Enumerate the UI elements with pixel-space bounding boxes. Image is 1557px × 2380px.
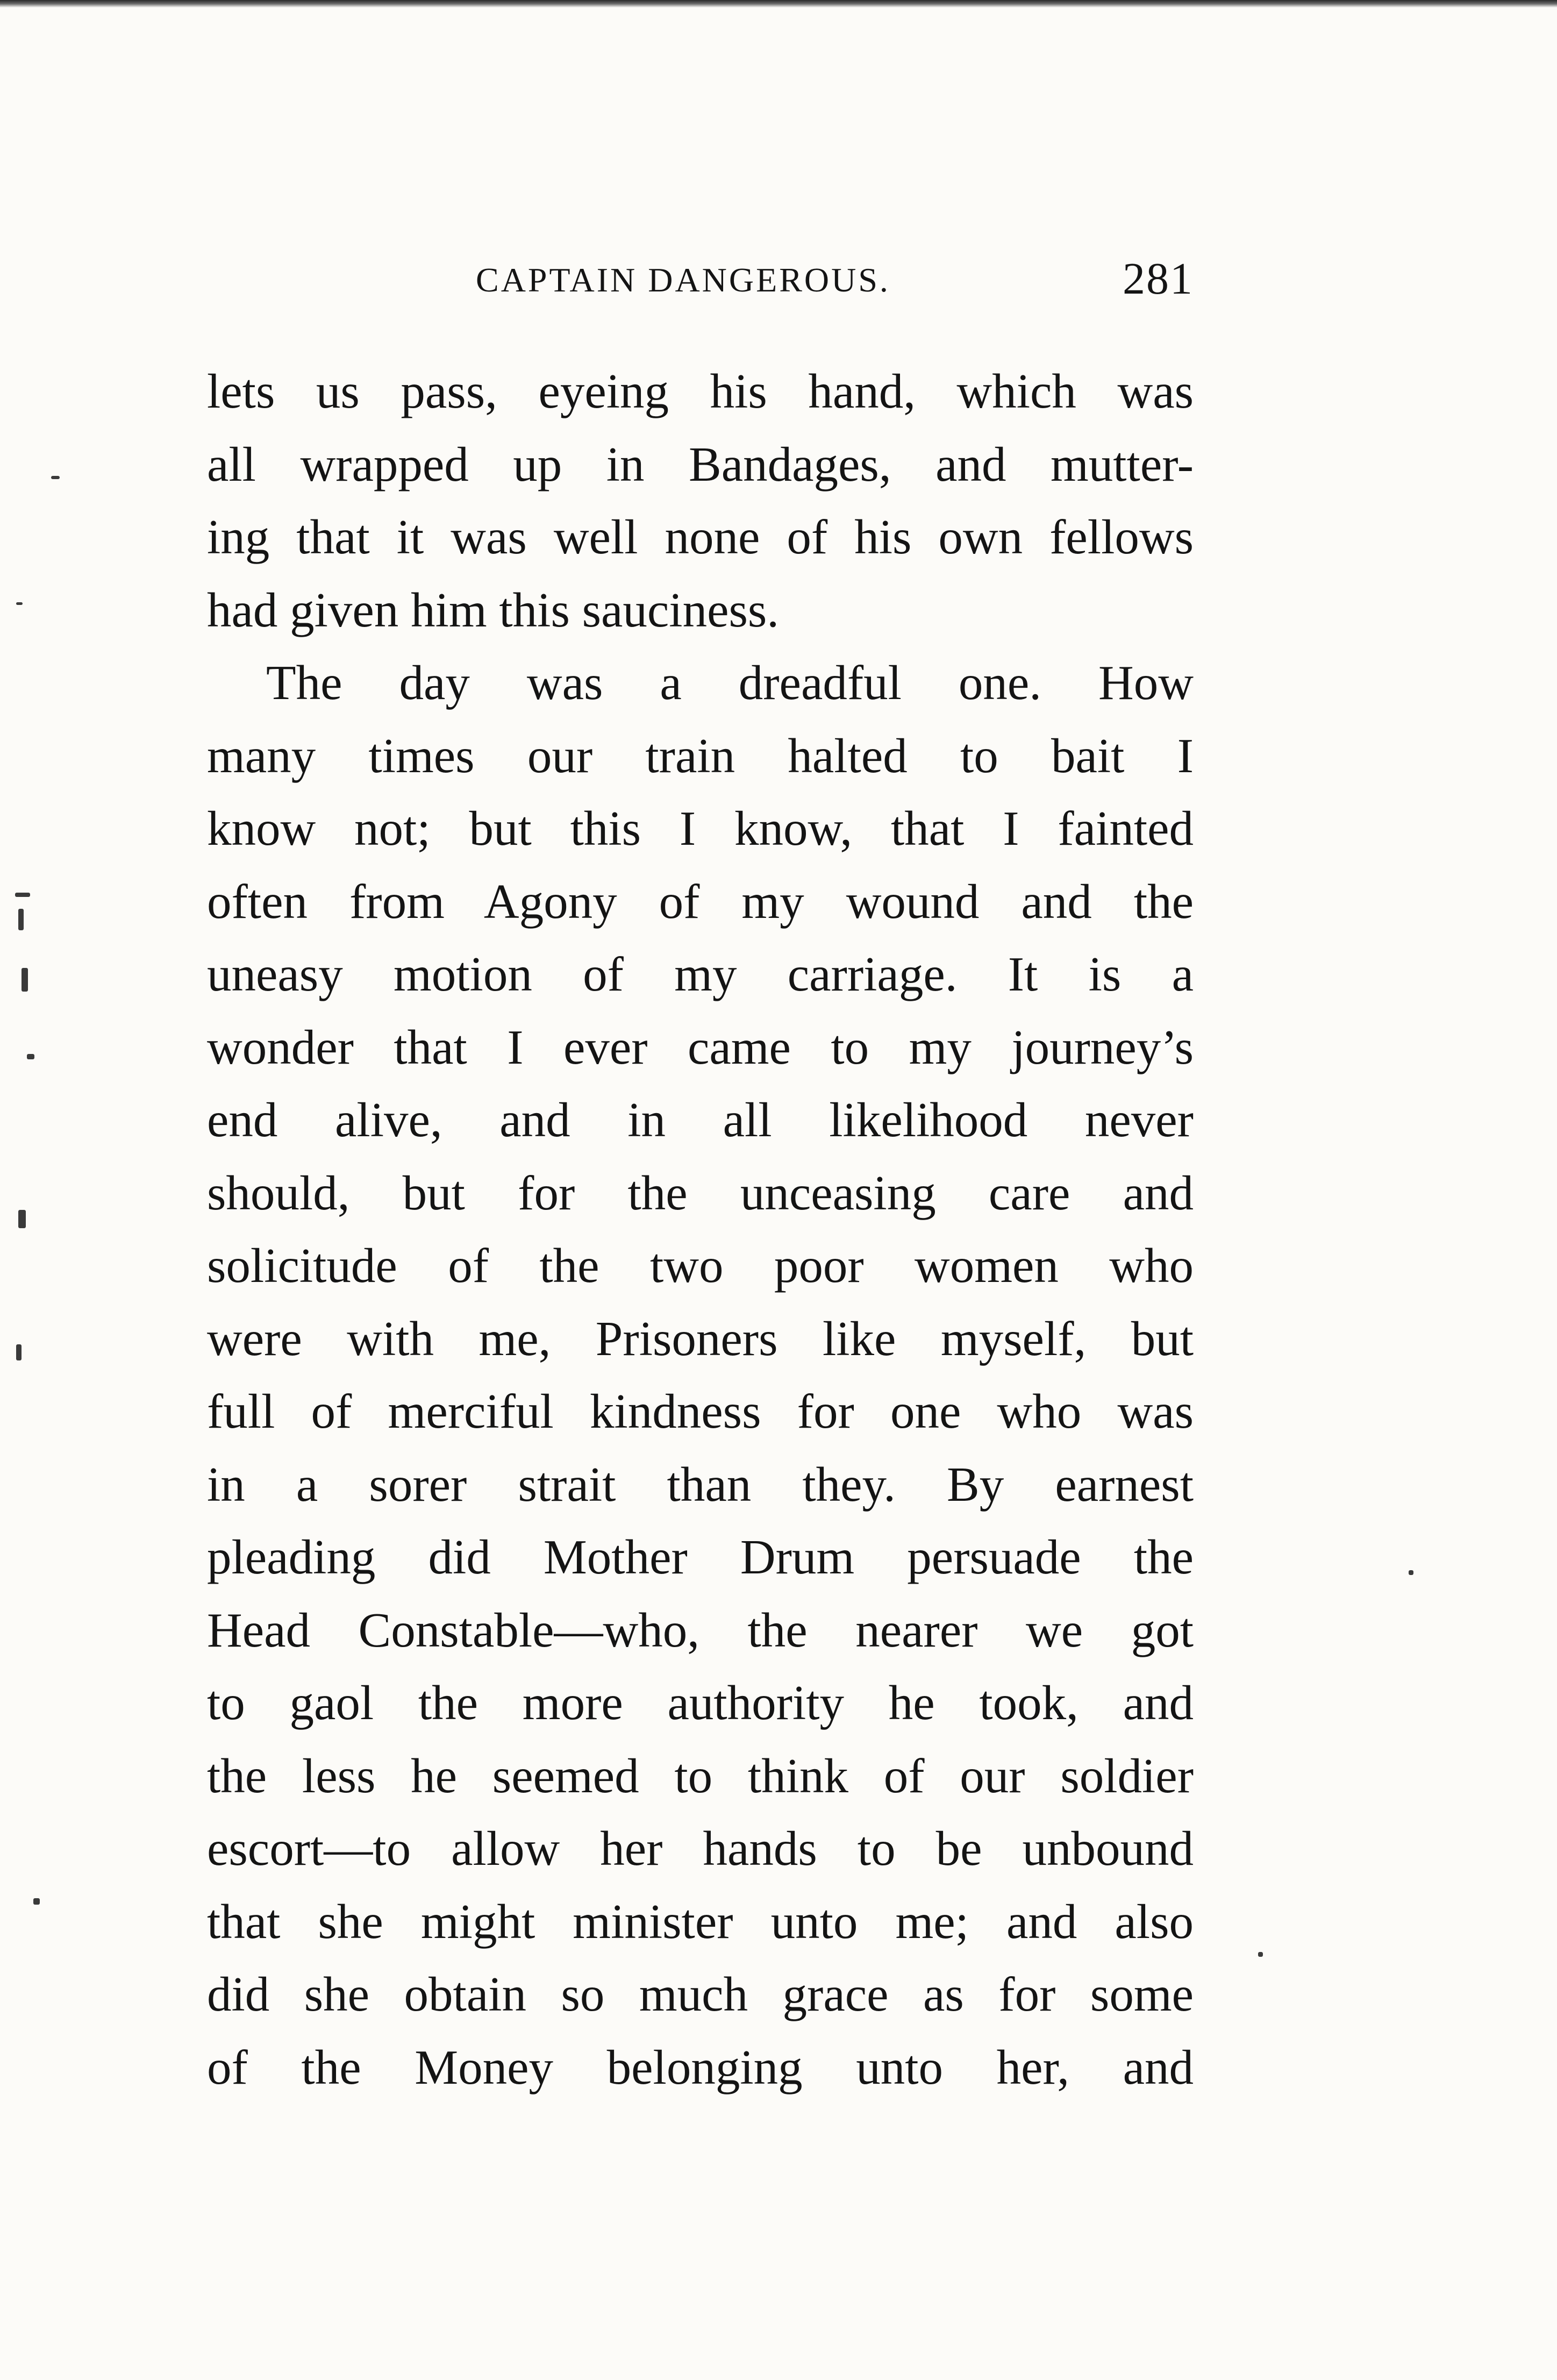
- text-line: the less he seemed to think of our soldier: [207, 1748, 1194, 1803]
- text-line: should, but for the unceasing care and: [207, 1165, 1194, 1220]
- scan-speck: [18, 909, 24, 930]
- scan-speck: [15, 893, 30, 897]
- scan-speck: [1409, 1570, 1413, 1575]
- text-line: Head Constable—who, the nearer we got: [207, 1602, 1194, 1657]
- text-line: to gaol the more authority he took, and: [207, 1676, 1194, 1730]
- text-line: The day was a dreadful one. How: [266, 655, 1194, 710]
- paragraph: [207, 355, 1194, 646]
- text-line: wonder that I ever came to my journey’s: [207, 1020, 1194, 1074]
- text-line: in a sorer strait than they. By earnest: [207, 1457, 1194, 1512]
- text-line: full of merciful kindness for one who was: [207, 1384, 1194, 1438]
- text-line: were with me, Prisoners like myself, but: [207, 1311, 1194, 1366]
- text-line: had given him this sauciness.: [207, 582, 780, 637]
- scan-speck: [16, 602, 23, 605]
- text-line: end alive, and in all likelihood never: [207, 1093, 1194, 1147]
- scan-top-edge: [0, 0, 1557, 8]
- text-line: uneasy motion of my carriage. It is a: [207, 947, 1194, 1001]
- text-line: did she obtain so much grace as for some: [207, 1967, 1194, 2021]
- body-text: [207, 355, 1194, 2104]
- scan-speck: [33, 1898, 40, 1905]
- scan-speck: [18, 1210, 26, 1228]
- paragraph: [207, 646, 1194, 2104]
- text-line: pleading did Mother Drum persuade the: [207, 1530, 1194, 1584]
- scan-speck: [1258, 1952, 1263, 1957]
- text-line: escort—to allow her hands to be unbound: [207, 1821, 1194, 1876]
- text-line: of the Money belonging unto her, and: [207, 2040, 1194, 2094]
- text-line: that she might minister unto me; and also: [207, 1894, 1194, 1949]
- text-line: ing that it was well none of his own fellows: [207, 510, 1194, 564]
- text-line: know not; but this I know, that I fainted: [207, 801, 1194, 856]
- scan-speck: [27, 1054, 34, 1059]
- page-number: 281: [1123, 254, 1194, 304]
- text-line: lets us pass, eyeing his hand, which was: [207, 364, 1194, 418]
- text-line: often from Agony of my wound and the: [207, 874, 1194, 929]
- page-header: [207, 253, 1194, 312]
- text-line: many times our train halted to bait I: [207, 728, 1194, 783]
- text-line: all wrapped up in Bandages, and mutter-: [207, 437, 1194, 491]
- text-line: solicitude of the two poor women who: [207, 1238, 1194, 1293]
- scan-speck: [22, 968, 28, 992]
- scan-speck: [16, 1344, 22, 1360]
- running-head: CAPTAIN DANGEROUS.: [476, 261, 890, 299]
- scan-speck: [51, 476, 60, 479]
